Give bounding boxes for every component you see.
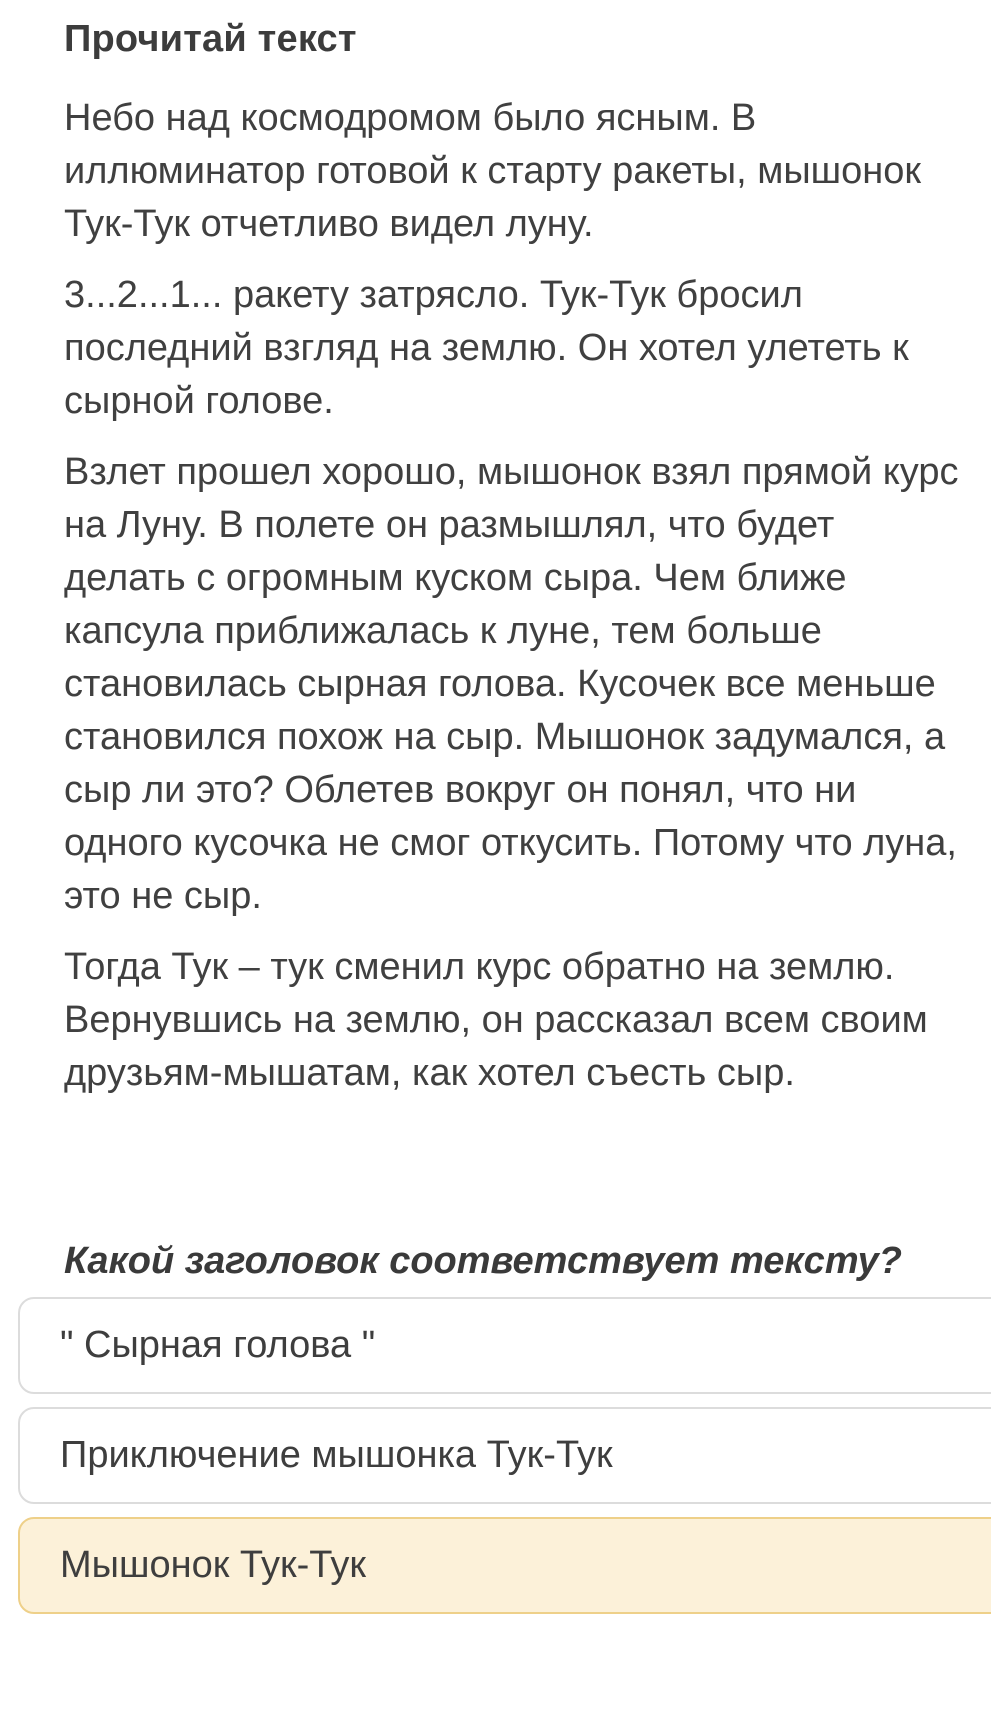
answer-options: [18, 1297, 991, 1627]
answer-option-1[interactable]: [18, 1297, 991, 1394]
page-title: Прочитай текст: [64, 18, 357, 60]
answer-option-label: Приключение мышонка Тук-Тук: [60, 1434, 613, 1476]
answer-option-label: " Сырная голова ": [60, 1324, 376, 1366]
passage-paragraph-1: Небо над космодромом было ясным. В иллюминатор готовой к старту ракеты, мышонок Тук-Тук отчетливо видел луну.: [64, 97, 922, 245]
answer-option-label: Мышонок Тук-Тук: [60, 1544, 366, 1586]
answer-option-3[interactable]: [18, 1517, 991, 1614]
passage-paragraph-3: Взлет прошел хорошо, мышонок взял прямой курс на Луну. В полете он размышлял, что будет делать с огромным куском сыра. Чем ближе капсула приближалась к луне, тем больше становилась сырная голова. Кусочек все меньше становился похож на сыр. Мышонок задумался, а сыр ли это? Облетев вокруг он понял, что ни одного кусочка не смог откусить. Потому что луна, это не сыр.: [64, 451, 959, 917]
question-text: Какой заголовок соответствует тексту?: [64, 1240, 903, 1282]
answer-option-2[interactable]: [18, 1407, 991, 1504]
reading-passage: [64, 92, 964, 1118]
passage-paragraph-2: 3...2...1... ракету затрясло. Тук-Тук бросил последний взгляд на землю. Он хотел улететь к сырной голове.: [64, 274, 909, 422]
passage-paragraph-4: Тогда Тук – тук сменил курс обратно на землю. Вернувшись на землю, он рассказал всем своим друзьям-мышатам, как хотел съесть сыр.: [64, 946, 928, 1094]
